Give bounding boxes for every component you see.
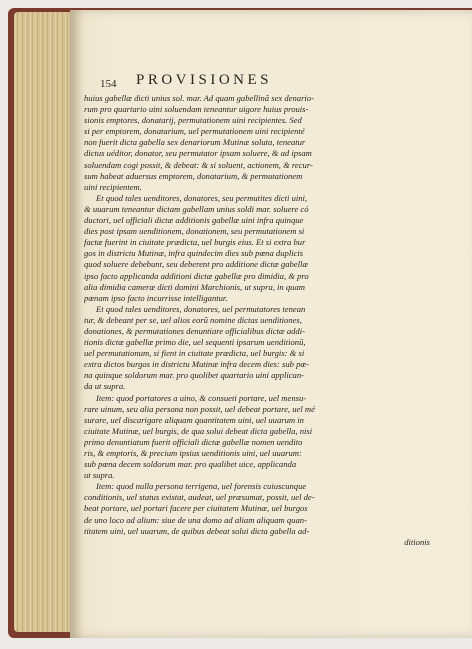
text-line: non fuerit dicta gabella sex denariorum Mutinæ soluta, teneatur — [84, 137, 306, 148]
text-line: alia dimidia cameræ dicti domini Marchionis, ut supra, in quam — [84, 281, 305, 292]
page-edges — [14, 12, 74, 632]
text-line: extra dictos burgos in districtu Mutinæ infra decem dies: sub pœ- — [84, 359, 310, 370]
text-line: sum habeat aduersus emptorem, donatarium, & permutationem — [84, 170, 303, 181]
page-heading: PROVISIONES — [136, 72, 273, 88]
text-line: quod soluere debebunt, seu deberent pro additione dictæ gabellæ — [84, 259, 309, 270]
text-line: soluendam cogi possit, & debeat: & si soluent, actionem, & recur- — [84, 159, 313, 170]
text-line: titatem uini, uel uuarum, de quibus debeat solui dicta gabella ad- — [84, 525, 310, 536]
text-line: da ut supra. — [84, 381, 126, 392]
text-line: Et quod tales uenditores, donatores, seu permutites dicti uini, — [96, 192, 308, 203]
text-line: ciuitate Mutinæ, uel burgis, de qua solui debeat dicta gabella, nisi — [84, 425, 313, 436]
running-head — [100, 72, 440, 92]
text-line: ris, & emptoris, & precium ipsius uenditionis uini, uel uuarum: — [84, 448, 302, 458]
text-line: tur, & debeant per se, uel alios eorũ nomine dictas uenditiones, — [84, 314, 302, 325]
text-line: de uno loco ad alium: siue de una domo ad aliam aliquam quan- — [84, 514, 307, 525]
text-line: & uuarum teneantur dictam gabellam unius soldi mar. soluere có — [84, 203, 309, 214]
text-line: Item: quod nulla persona terrigena, uel forensis cuiuscunque — [96, 481, 307, 492]
text-line: sub pœna decem soldorum mar. pro qualibet uice, applicanda — [84, 459, 297, 470]
text-line: pœnam ipso facto incurrisse intelligantur. — [84, 292, 228, 303]
text-line: sionis emptores, donatarij, permutationem uini recipientes. Sed — [84, 115, 302, 126]
text-line: conditionis, uel status existat, audeat, uel præsumat, possit, uel de- — [84, 492, 315, 503]
text-line: huius gabellæ dicti unius sol. mar. Ad quam gabellinã sex denario- — [84, 93, 314, 103]
text-line: ipso facto applicanda additioni dictæ gabellæ pro dimidia, & pro — [84, 270, 309, 281]
text-line: gos in districtu Mutinæ, infra quindecim dies sub pœna duplicis — [84, 248, 304, 259]
text-line: Et quod tales uenditores, donatores, uel permutatores tenean — [96, 303, 306, 314]
text-line: si per emptorem, donatarium, uel permutationem uini recipienté — [84, 126, 305, 137]
text-line: factæ fuerint in ciuitate prædicta, uel burgis eius. Et si extra bur — [84, 237, 306, 248]
text-line: uini recipientem. — [84, 181, 142, 192]
text-line: rum pro quartario uini soluendam teneantur uigore huius prouis- — [84, 104, 309, 115]
text-line: uel permutationum, si fient in ciuitate prædicta, uel burgis: & si — [84, 348, 305, 359]
text-line: beat portare, uel portari facere per ciuitatem Mutinæ, uel burgos — [84, 503, 308, 514]
text-line: ductori, uel officiali dictæ additionis gabellæ uini infra quinque — [84, 215, 304, 226]
text-line: surare, uel discarigare aliquam quantitatem uini, uel uuarum in — [84, 414, 304, 425]
text-block — [84, 93, 444, 548]
catchword: ditionis — [404, 536, 430, 547]
text-line: ut supra. — [84, 470, 115, 481]
text-line: na quinque soldorum mar. pro quolibet quartario uini applican- — [84, 370, 305, 381]
text-line: rare uinum, seu alia persona non possit, uel debeat portare, uel mé — [84, 403, 315, 414]
page-number: 154 — [100, 78, 117, 90]
text-line: dies post ipsam uenditionem, donationem, seu permutationem si — [84, 226, 305, 237]
text-line: primo denuntiatum fuerit officiali dictæ gabellæ nomen uendito — [84, 436, 303, 447]
text-line: dictus uéditor, donator, seu permutator ipsam soluere, & ad ipsam — [84, 148, 312, 159]
text-line: Item: quod portatores a uino, & consueti portare, uel mensu- — [96, 392, 307, 403]
text-line: donationes, & permutationes denuntiare officialibus dictæ addi- — [84, 325, 305, 336]
text-line: tionis dictæ gabellæ primo die, uel sequenti ipsarum uenditionũ, — [84, 337, 306, 348]
